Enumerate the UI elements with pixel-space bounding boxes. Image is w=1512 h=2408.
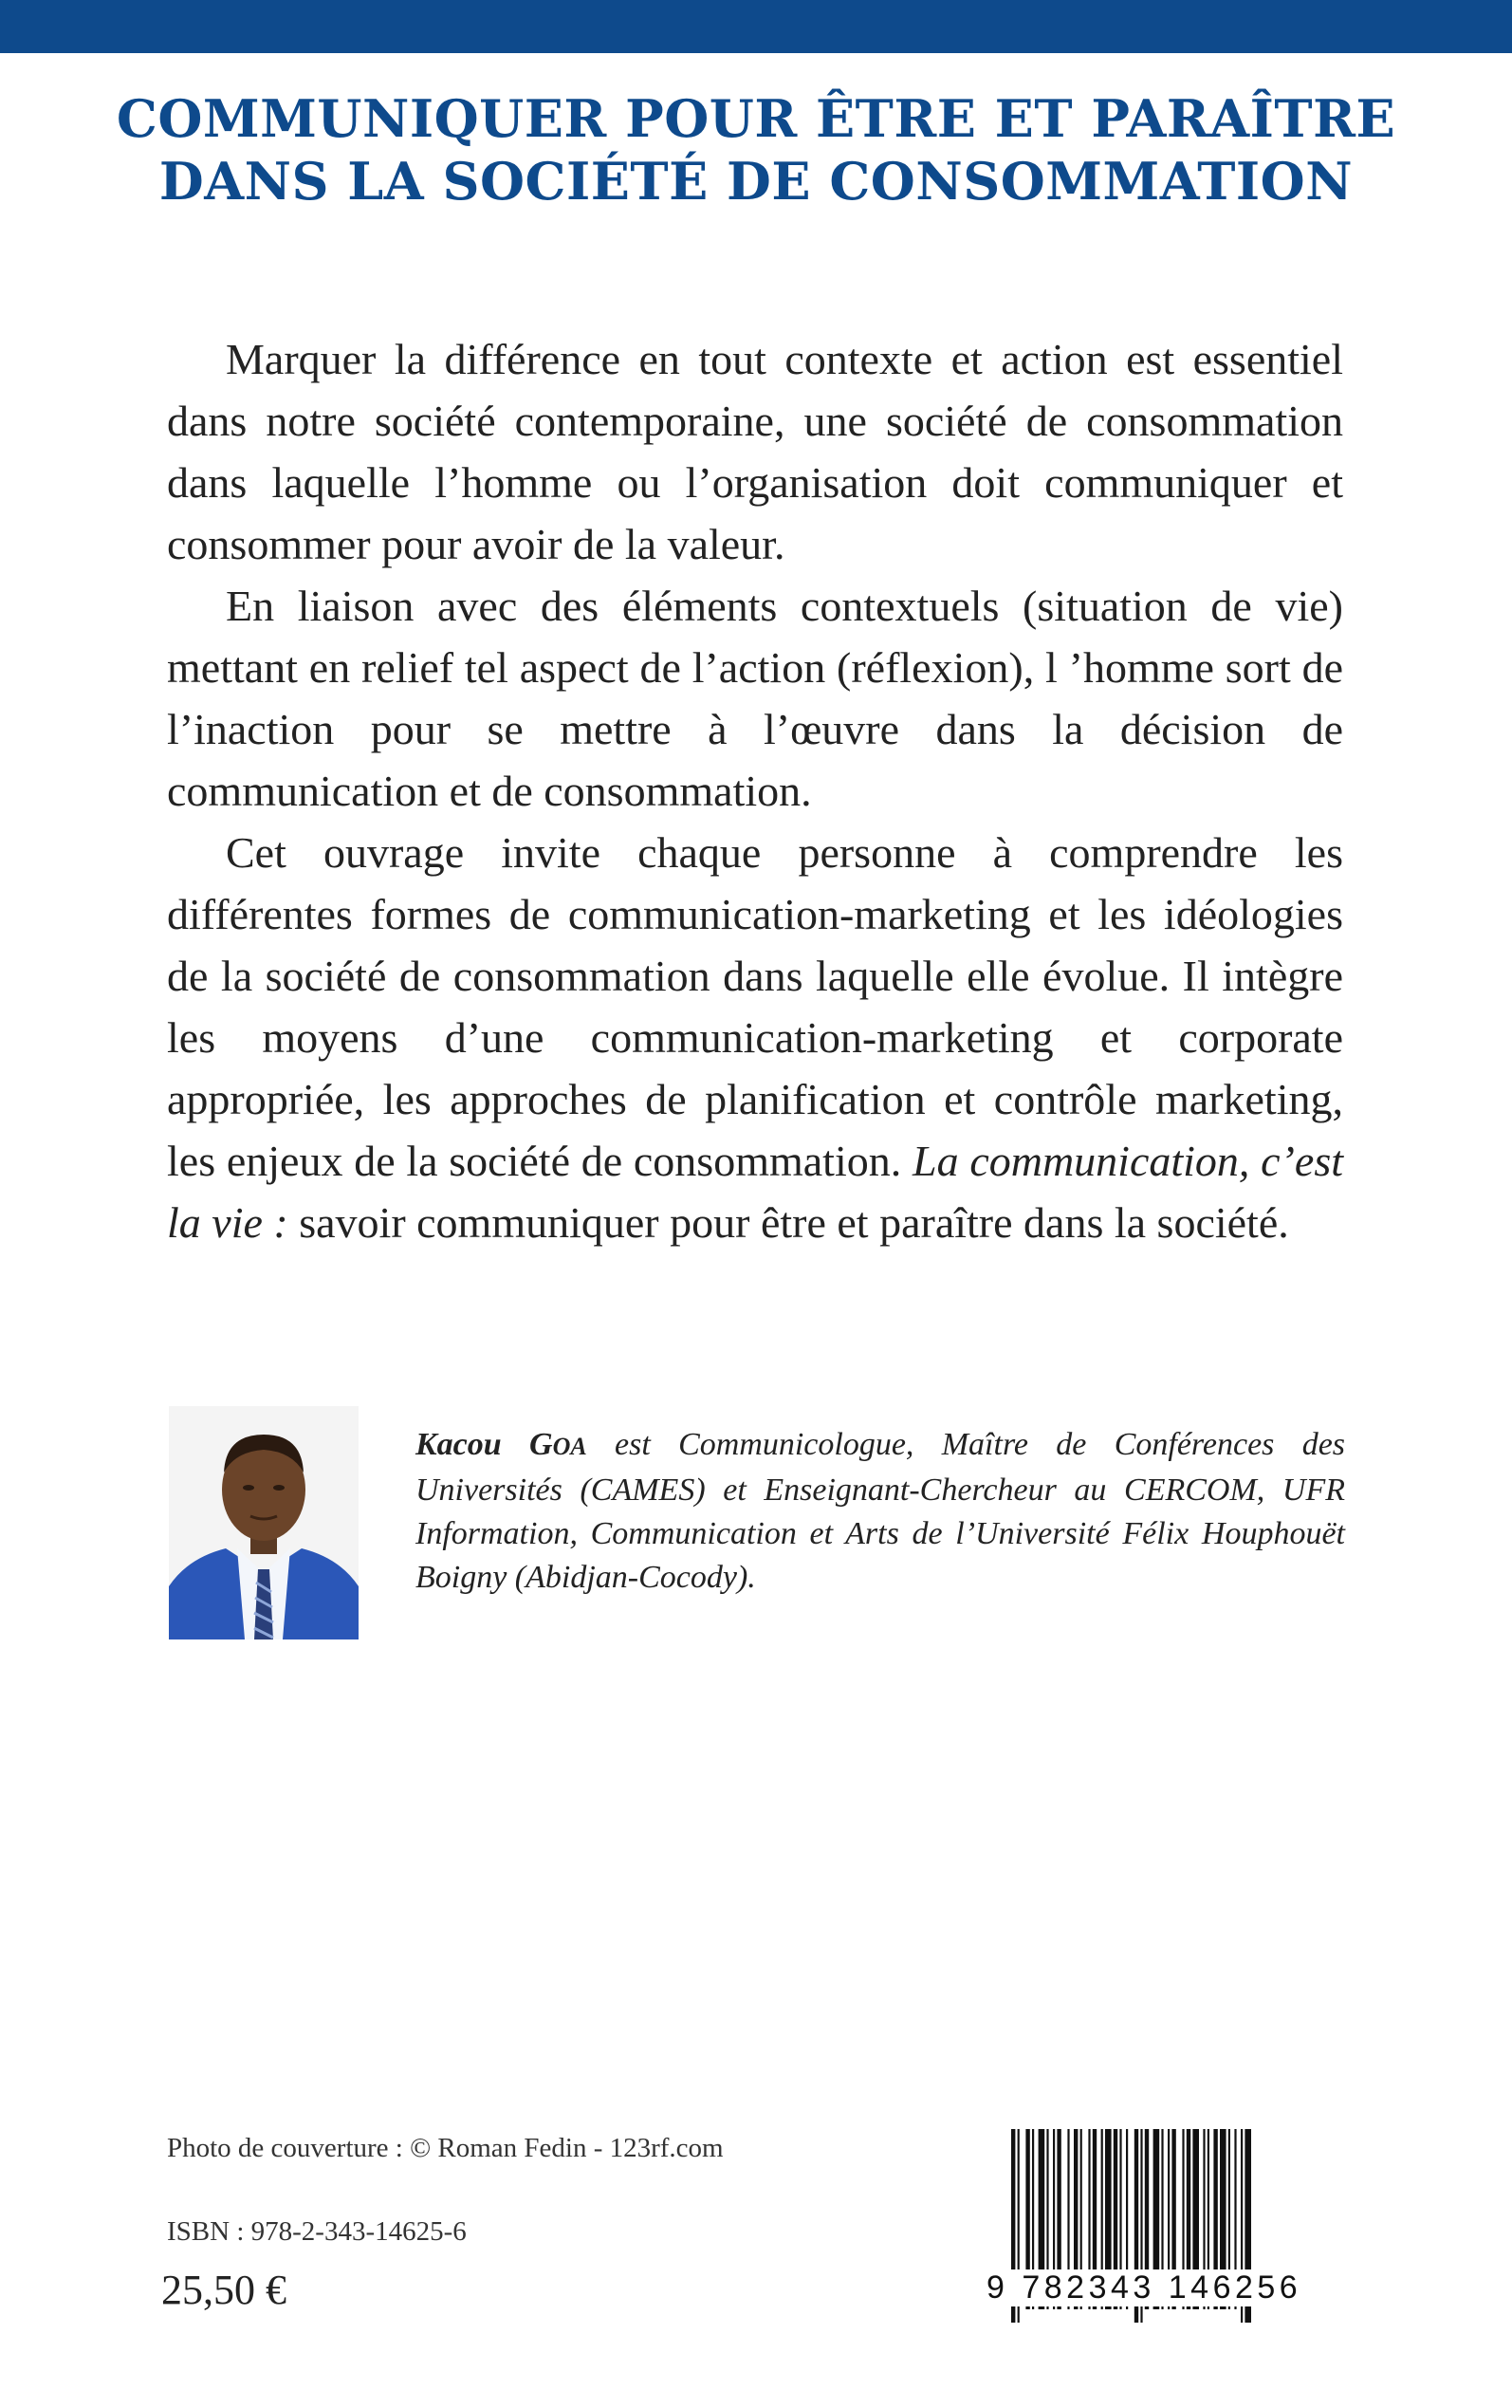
title-line-1: COMMUNIQUER POUR ÊTRE ET PARAÎTRE [116, 88, 1396, 149]
blurb-paragraph-2: En liaison avec des éléments contextuels (situation de vie) mettant en relief tel aspect de l’action (réflexion), l ’homme sort de l’inaction pour se mettre à l’œuvre dans la décision de communication et de consommation. [167, 582, 1343, 815]
author-bio [415, 1423, 1345, 1600]
blurb-p3-text: Cet ouvrage invite chaque personne à comprendre les différentes formes de communication-marketing et les idéologies de la société de consommation dans laquelle elle évolue. Il intègre les moyens d’une communication-marketing et corporate appropriée, les approches de planification et contrôle marketing, les enjeux de la société de consommation. [167, 828, 1343, 1185]
back-cover-blurb [167, 328, 1343, 1253]
photo-credit: Photo de couverture : © Roman Fedin - 123rf.com [167, 2133, 724, 2163]
price: 25,50 € [161, 2267, 286, 2313]
barcode-digits: 9 782343 146256 [985, 2269, 1351, 2306]
blurb-p3-italic: La communication, c’est la vie : [167, 1137, 1344, 1247]
isbn: ISBN : 978-2-343-14625-6 [167, 2216, 467, 2247]
blurb-paragraph-1: Marquer la différence en tout contexte et action est essentiel dans notre société contemporaine, une société de consommation dans laquelle l’homme ou l’organisation doit communiquer et consommer pour avoir de la valeur. [167, 335, 1343, 568]
top-color-band [0, 0, 1512, 53]
author-bio-text: est Communicologue, Maître de Conférences des Universités (CAMES) et Enseignant-Chercheur au CERCOM, UFR Information, Communication et Arts de l’Université Félix Houphouët Boigny (Abidjan-Cocody). [415, 1427, 1346, 1595]
blurb-p3-end: savoir communiquer pour être et paraître dans la société. [299, 1198, 1289, 1247]
book-title [0, 87, 1512, 213]
author-last-name-rest: OA [552, 1433, 587, 1460]
author-photo [169, 1406, 359, 1639]
author-name [415, 1427, 587, 1462]
blurb-paragraph-3 [167, 822, 1343, 1253]
author-first-name: Kacou [415, 1427, 502, 1462]
author-last-name-initial: G [529, 1427, 553, 1462]
title-line-2: DANS LA SOCIÉTÉ DE CONSOMMATION [158, 151, 1354, 212]
